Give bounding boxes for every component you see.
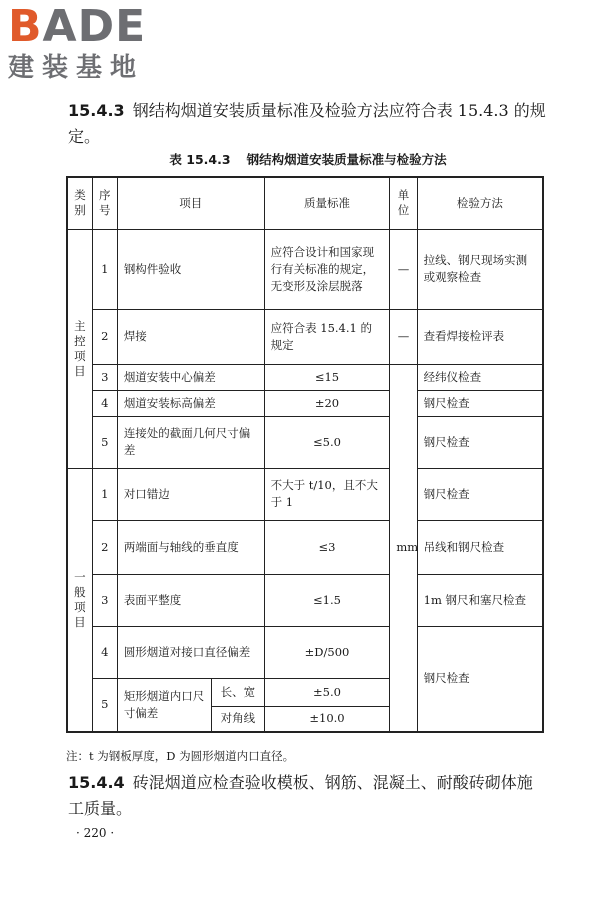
header-category: 类别 — [67, 177, 92, 229]
row-method: 钢尺检查 — [417, 626, 543, 732]
header-method: 检验方法 — [417, 177, 543, 229]
row-standard: ≤15 — [264, 364, 390, 390]
row-seq: 4 — [92, 390, 117, 416]
table-title: 钢结构烟道安装质量标准与检验方法 — [246, 152, 447, 167]
table-number: 表 15.4.3 — [169, 152, 231, 167]
row-standard: 不大于 t/10，且不大于 1 — [264, 468, 390, 520]
section-15-4-4 — [68, 770, 548, 822]
shared-unit-mm: mm — [390, 364, 417, 732]
row-item: 圆形烟道对接口直径偏差 — [117, 626, 264, 678]
row-seq: 5 — [92, 678, 117, 732]
row-seq: 2 — [92, 520, 117, 574]
row-seq: 1 — [92, 229, 117, 309]
page-number: · 220 · — [76, 826, 115, 840]
row-seq: 3 — [92, 574, 117, 626]
table-row — [67, 416, 543, 468]
table-caption — [68, 150, 548, 168]
table-row — [67, 626, 543, 678]
header-seq: 序号 — [92, 177, 117, 229]
category-general: 一般项目 — [67, 468, 92, 732]
row-item: 烟道安装标高偏差 — [117, 390, 264, 416]
section-text: 钢结构烟道安装质量标准及检验方法应符合表 15.4.3 的规定。 — [68, 101, 546, 146]
logo-wordmark: BADE — [8, 1, 147, 52]
row-seq: 2 — [92, 309, 117, 364]
table-note: 注：t 为钢板厚度，D 为圆形烟道内口直径。 — [66, 749, 295, 763]
row-method: 钢尺检查 — [417, 390, 543, 416]
row-subitem: 长、宽 — [212, 678, 264, 706]
row-subitem: 对角线 — [212, 706, 264, 732]
row-standard: 应符合表 15.4.1 的规定 — [264, 309, 390, 364]
row-standard: ±20 — [264, 390, 390, 416]
row-standard: ≤5.0 — [264, 416, 390, 468]
row-method: 1m 钢尺和塞尺检查 — [417, 574, 543, 626]
table-row — [67, 229, 543, 309]
row-seq: 4 — [92, 626, 117, 678]
row-item: 连接处的截面几何尺寸偏差 — [117, 416, 264, 468]
row-item: 烟道安装中心偏差 — [117, 364, 264, 390]
row-seq: 1 — [92, 468, 117, 520]
row-item: 矩形烟道内口尺寸偏差 — [117, 678, 211, 732]
table-row — [67, 520, 543, 574]
row-standard: ≤3 — [264, 520, 390, 574]
section-number: 15.4.4 — [68, 773, 125, 792]
category-main: 主控项目 — [67, 229, 92, 468]
row-standard: ±D/500 — [264, 626, 390, 678]
table-row — [67, 390, 543, 416]
section-text: 砖混烟道应检查验收模板、钢筋、混凝土、耐酸砖砌体施工质量。 — [68, 773, 533, 818]
row-standard: ≤1.5 — [264, 574, 390, 626]
logo-chinese-name: 建装基地 — [8, 53, 145, 83]
row-standard: ±5.0 — [264, 678, 390, 706]
row-standard: ±10.0 — [264, 706, 390, 732]
table-row — [67, 364, 543, 390]
quality-standard-table — [66, 176, 544, 733]
row-seq: 5 — [92, 416, 117, 468]
bade-logo — [8, 1, 178, 84]
row-item: 两端面与轴线的垂直度 — [117, 520, 264, 574]
row-item: 对口错边 — [117, 468, 264, 520]
row-method: 钢尺检查 — [417, 468, 543, 520]
header-standard: 质量标准 — [264, 177, 390, 229]
table-row — [67, 309, 543, 364]
row-item: 钢构件验收 — [117, 229, 264, 309]
row-item: 焊接 — [117, 309, 264, 364]
row-seq: 3 — [92, 364, 117, 390]
row-method: 经纬仪检查 — [417, 364, 543, 390]
header-item: 项目 — [117, 177, 264, 229]
section-15-4-3 — [68, 98, 548, 150]
table-row — [67, 468, 543, 520]
table-row — [67, 574, 543, 626]
row-unit: — — [390, 309, 417, 364]
row-method: 查看焊接检评表 — [417, 309, 543, 364]
table-header-row — [67, 177, 543, 229]
row-item: 表面平整度 — [117, 574, 264, 626]
section-number: 15.4.3 — [68, 101, 125, 120]
row-standard: 应符合设计和国家现行有关标准的规定，无变形及涂层脱落 — [264, 229, 390, 309]
header-unit: 单位 — [390, 177, 417, 229]
row-method: 钢尺检查 — [417, 416, 543, 468]
row-method: 吊线和钢尺检查 — [417, 520, 543, 574]
row-method: 拉线、钢尺现场实测或观察检查 — [417, 229, 543, 309]
row-unit: — — [390, 229, 417, 309]
